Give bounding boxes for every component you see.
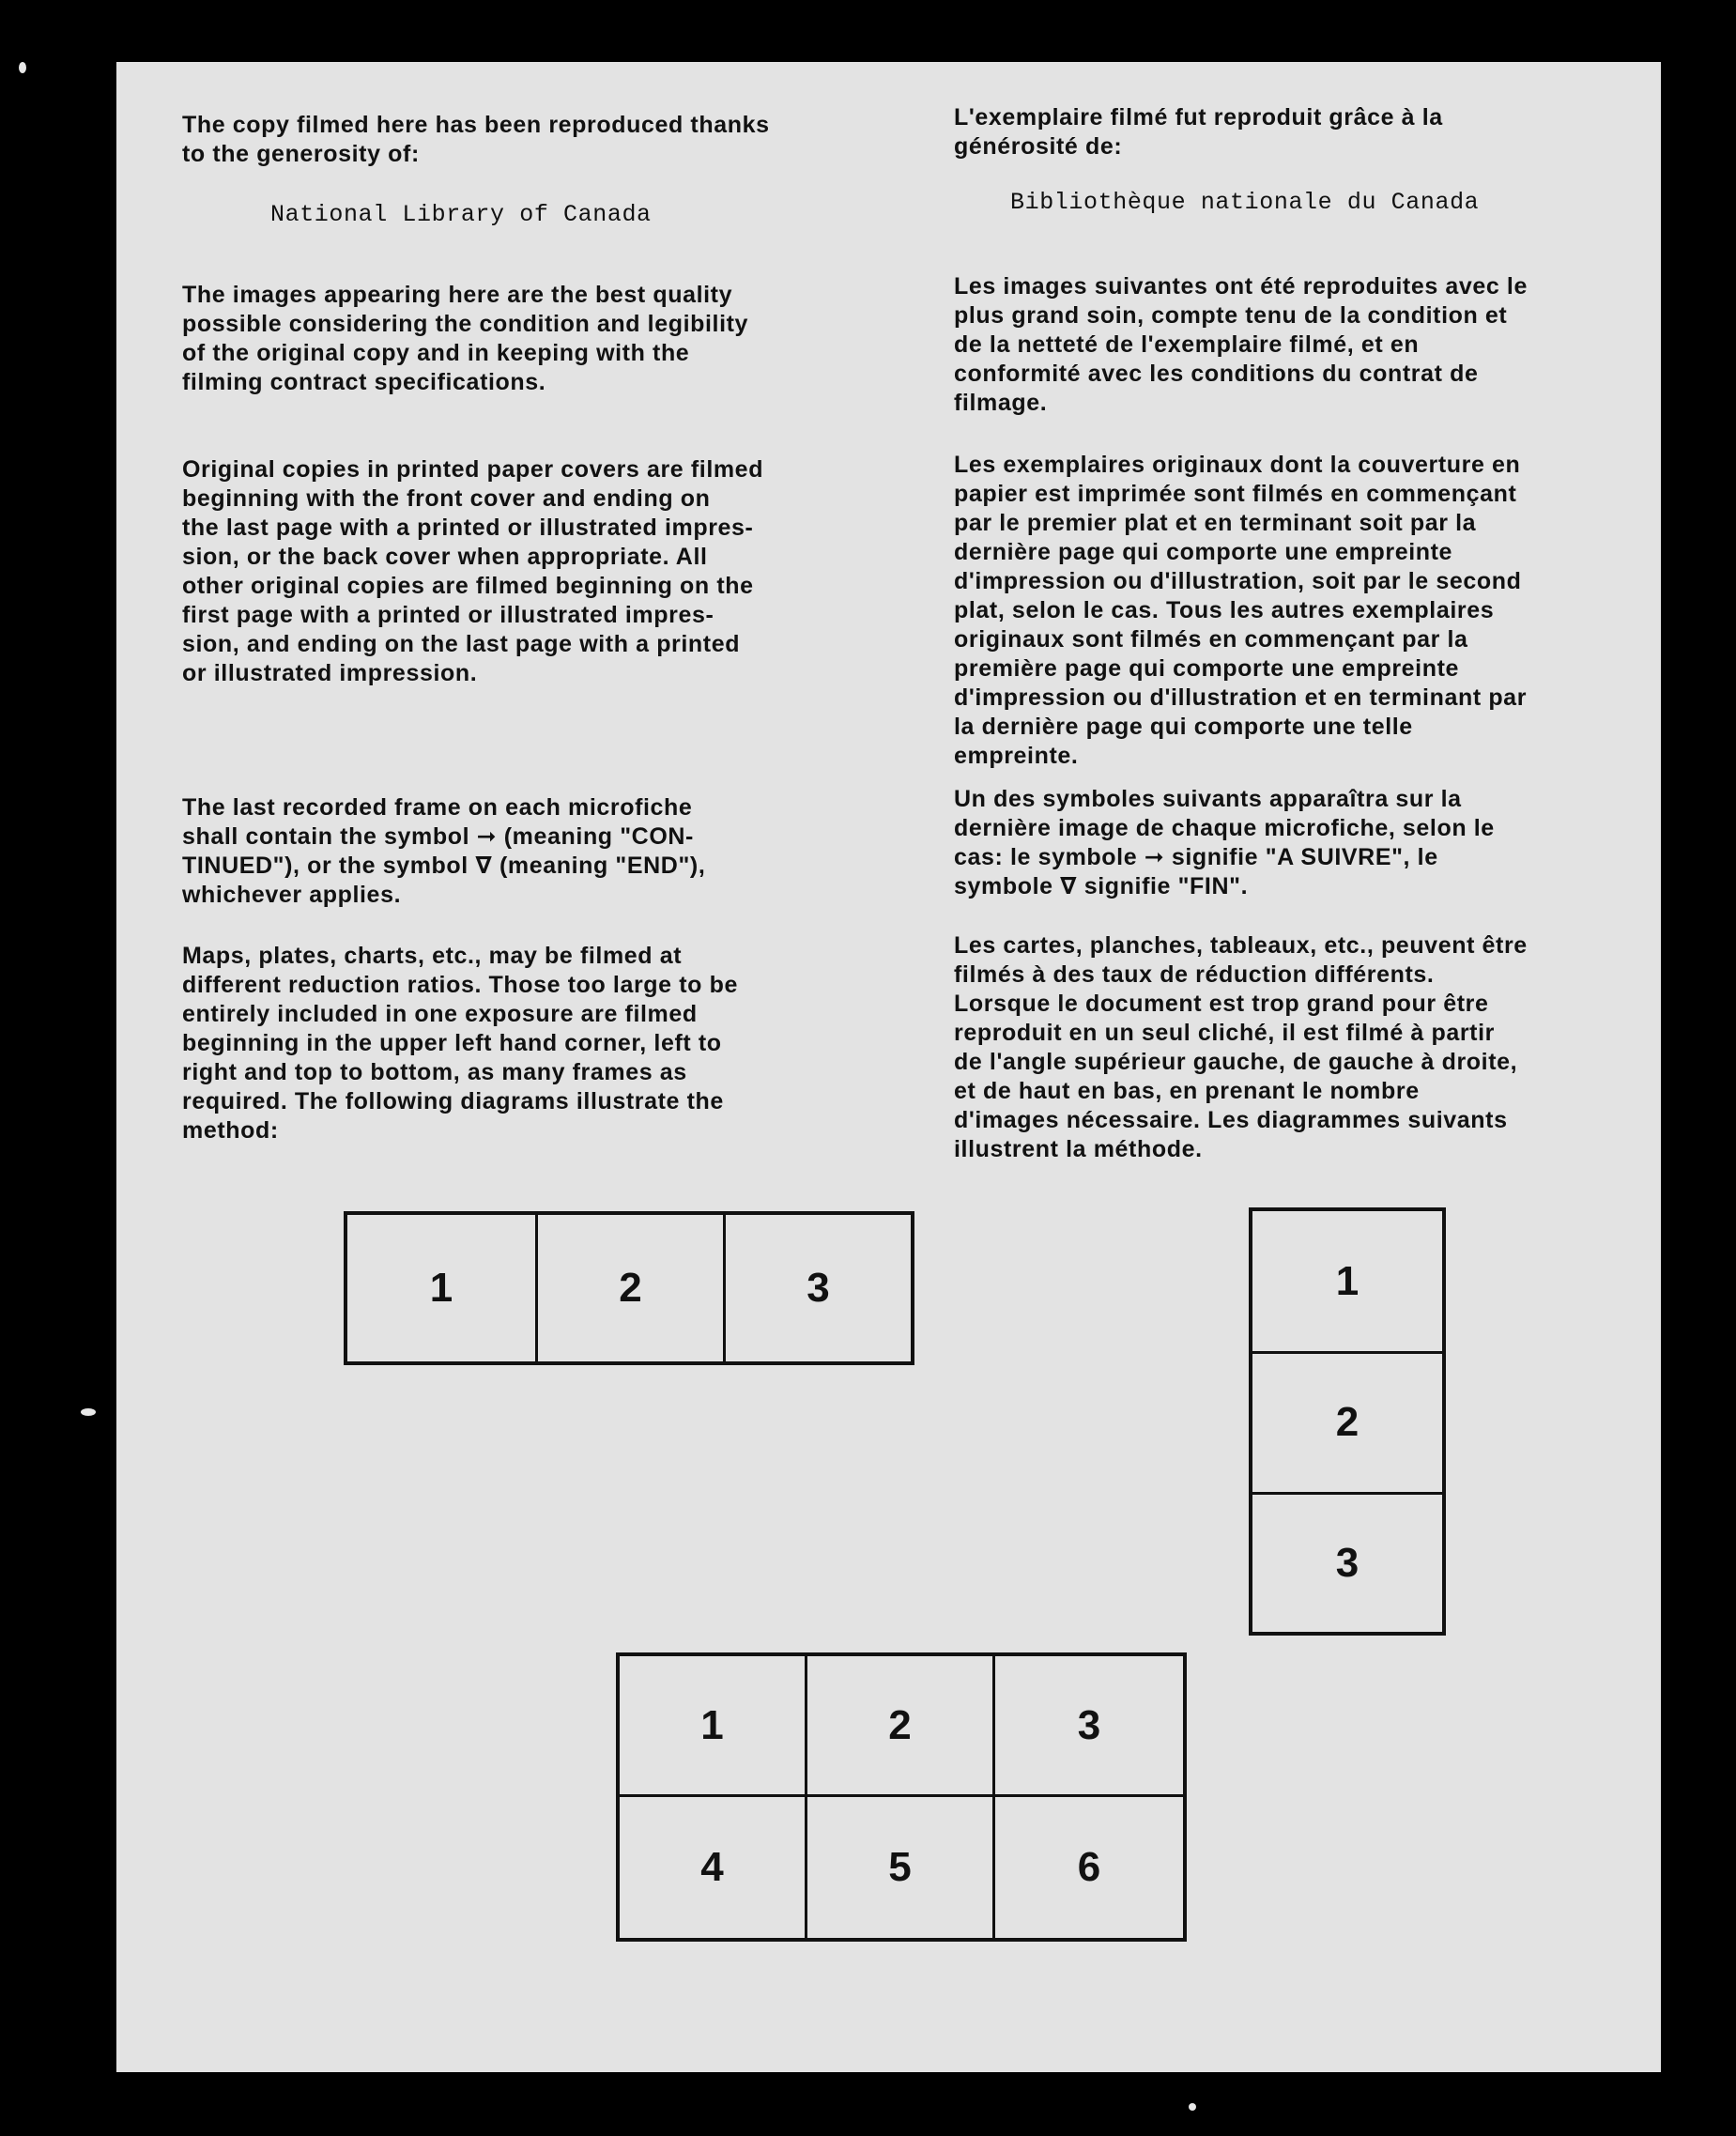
frame-cell: 2 [535,1215,723,1361]
frame-cell: 3 [723,1215,911,1361]
film-speck [19,62,26,73]
english-paragraph-originals: Original copies in printed paper covers are filmed beginning with the front cover and ending on the last page with a printed or illustrated impres- sion, or the back cover when appropriate. All other original copies are filmed beginning on the first page with a printed or illustrated impres- sion, and ending on the last page with a printed or illustrated impression. [182,456,764,686]
film-speck [1189,2103,1196,2111]
frame-cell: 6 [1077,1844,1101,1890]
frame-cell: 3 [995,1656,1183,1797]
french-paragraph-originals: Les exemplaires originaux dont la couverture en papier est imprimée sont filmés en commençant par le premier plat et en terminant soit par la dernière page qui comporte une empreinte d'impression ou d'illustration, soit par le second plat, selon le cas. Tous les autres exemplaires originaux sont filmés en commençant par la première page qui comporte une empreinte d'impression ou d'illustration et en terminant par la dernière page qui comporte une telle empreinte. [954,452,1528,769]
english-paragraph-quality: The images appearing here are the best quality possible considering the condition and legibility of the original copy and in keeping with the filming contract specifications. [182,282,749,395]
frame-cell: 5 [807,1797,995,1938]
french-library-name: Bibliothèque nationale du Canada [1010,189,1480,216]
frame-cell: 3 [1252,1492,1442,1632]
frame-cell: 1 [620,1656,807,1797]
diagram-grid-frames [616,1652,1187,1942]
frame-cell: 2 [807,1656,995,1797]
document-page [116,62,1661,2072]
french-paragraph-quality: Les images suivantes ont été reproduites avec le plus grand soin, compte tenu de la condition et de la netteté de l'exemplaire filmé, et en conformité avec les conditions du contrat de filmage. [954,273,1528,416]
french-paragraph-symbols: Un des symboles suivants apparaîtra sur la dernière image de chaque microfiche, selon le cas: le symbole ➞ signifie "A SUIVRE", le symbole ∇ signifie "FIN". [954,786,1495,899]
film-speck [81,1408,96,1416]
diagram-vertical-frames [1249,1207,1446,1636]
frame-cell: 1 [1335,1257,1360,1304]
english-paragraph-symbols: The last recorded frame on each microfiche shall contain the symbol ➞ (meaning "CON- TINUED"), or the symbol ∇ (meaning "END"), whichever applies. [182,794,706,908]
english-paragraph-thanks: The copy filmed here has been reproduced thanks to the generosity of: [182,112,770,167]
frame-cell: 1 [429,1265,453,1311]
diagram-horizontal-frames [344,1211,914,1365]
english-library-name: National Library of Canada [270,201,652,228]
french-paragraph-maps: Les cartes, planches, tableaux, etc., peuvent être filmés à des taux de réduction différents. Lorsque le document est trop grand pour être reproduit en un seul cliché, il est filmé à partir de l'angle supérieur gauche, de gauche à droite, et de haut en bas, en prenant le nombre d'images nécessaire. Les diagrammes suivants illustrent la méthode. [954,932,1528,1162]
frame-cell: 2 [1252,1351,1442,1491]
french-paragraph-thanks: L'exemplaire filmé fut reproduit grâce à la générosité de: [954,104,1443,160]
frame-cell: 4 [620,1797,807,1938]
english-paragraph-maps: Maps, plates, charts, etc., may be filmed at different reduction ratios. Those too large to be entirely included in one exposure are filmed beginning in the upper left hand corner, left to right and top to bottom, as many frames as required. The following diagrams illustrate the method: [182,943,738,1144]
